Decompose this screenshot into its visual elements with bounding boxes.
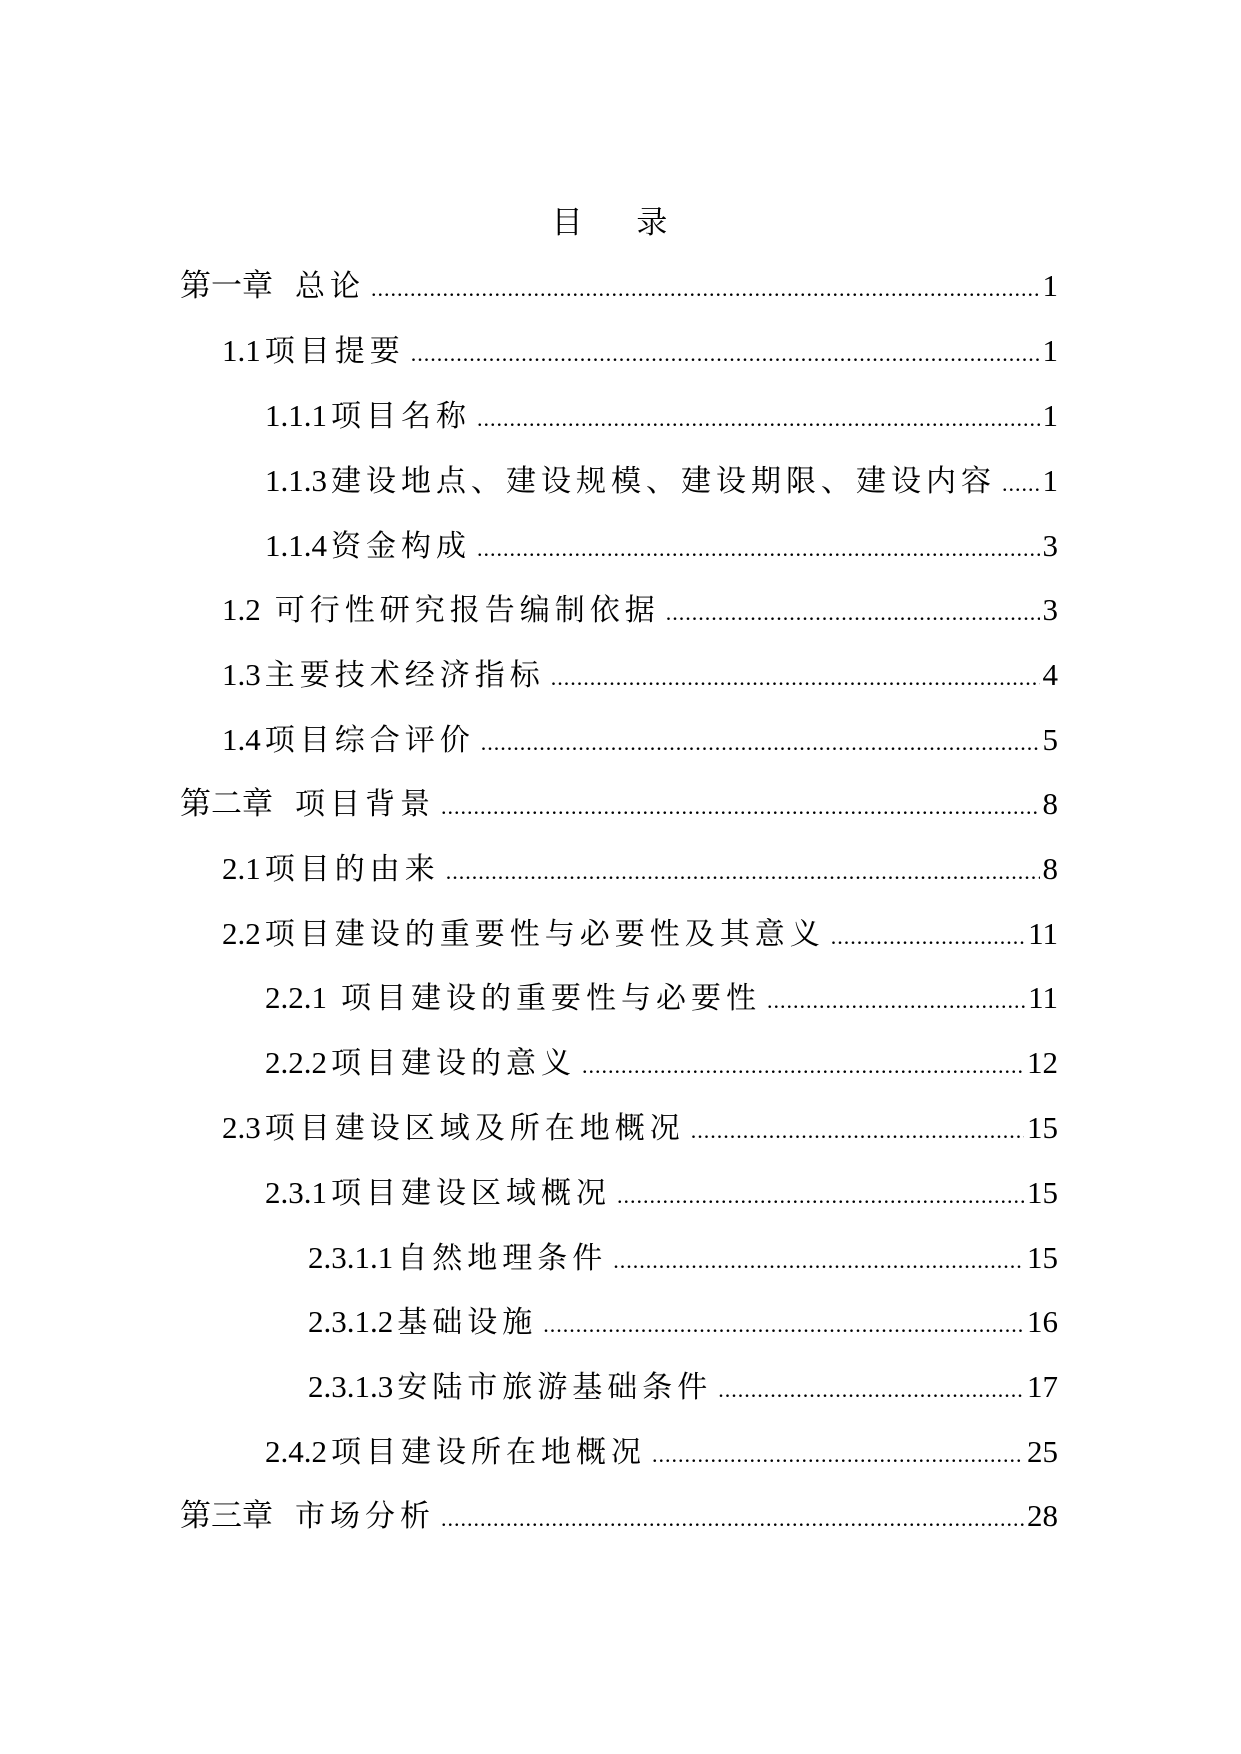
toc-title: 目 录	[551, 205, 690, 241]
toc-entry-number: 第三章	[180, 1498, 273, 1533]
toc-dot-leader	[477, 528, 1040, 570]
toc-entry-title: 市场分析	[295, 1499, 435, 1534]
toc-entry-number: 1.1.1	[265, 398, 327, 433]
toc-entry[interactable]	[265, 525, 1058, 567]
toc-entry-title: 项目提要	[264, 334, 405, 369]
toc-dot-leader	[446, 851, 1040, 893]
toc-entry-number: 1.1	[222, 333, 261, 368]
toc-entry-page: 15	[1027, 1175, 1058, 1210]
toc-dot-leader	[477, 398, 1040, 440]
toc-entry[interactable]	[222, 913, 1058, 955]
toc-entry-number: 1.4	[222, 722, 261, 757]
toc-entry-number: 2.3.1.2	[308, 1304, 394, 1339]
toc-entry-title: 主要技术经济指标	[264, 658, 545, 693]
toc-entry-title: 基础设施	[397, 1305, 538, 1340]
toc-entry[interactable]	[180, 1495, 1058, 1537]
toc-entry-title: 项目建设所在地概况	[331, 1435, 646, 1470]
toc-entry-page: 17	[1027, 1369, 1058, 1404]
toc-entry-page: 25	[1027, 1434, 1058, 1469]
toc-dot-leader	[831, 916, 1025, 958]
toc-entry-page: 8	[1042, 851, 1058, 886]
toc-entry-page: 1	[1042, 398, 1058, 433]
toc-dot-leader	[481, 722, 1040, 764]
toc-entry-number: 第一章	[180, 268, 273, 303]
toc-entry-page: 11	[1028, 980, 1058, 1015]
toc-entry-page: 3	[1042, 592, 1058, 627]
toc-dot-leader	[582, 1045, 1024, 1087]
toc-dot-leader	[652, 1434, 1024, 1476]
toc-dot-leader	[718, 1369, 1024, 1411]
toc-entry-number: 2.3	[222, 1110, 261, 1145]
toc-entry-title: 安陆市旅游基础条件	[397, 1370, 713, 1405]
toc-entry-title: 总论	[295, 269, 365, 304]
toc-entry-number: 2.1	[222, 851, 261, 886]
toc-entry-page: 12	[1027, 1045, 1058, 1080]
toc-entry-page: 15	[1027, 1240, 1058, 1275]
toc-dot-leader	[441, 1498, 1024, 1540]
toc-dot-leader	[1002, 463, 1040, 505]
toc-entry[interactable]	[180, 783, 1058, 825]
toc-entry-title: 项目建设的重要性与必要性及其意义	[264, 917, 825, 952]
toc-dot-leader	[617, 1175, 1024, 1217]
toc-entry-page: 16	[1027, 1304, 1058, 1339]
toc-entry-number: 2.4.2	[265, 1434, 327, 1469]
toc-entry[interactable]	[180, 265, 1058, 307]
toc-entry-title: 自然地理条件	[397, 1241, 608, 1276]
toc-entry[interactable]	[308, 1301, 1058, 1343]
toc-entry-title: 资金构成	[331, 529, 471, 564]
toc-dot-leader	[543, 1304, 1024, 1346]
toc-entry-page: 1	[1042, 268, 1058, 303]
toc-entry[interactable]	[265, 460, 1058, 502]
toc-entry-number: 第二章	[180, 786, 273, 821]
toc-entry[interactable]	[222, 654, 1058, 696]
toc-entry[interactable]	[222, 848, 1058, 890]
toc-entry-title: 项目建设区域概况	[331, 1176, 611, 1211]
toc-entry[interactable]	[265, 1172, 1058, 1214]
toc-entry-number: 1.1.4	[265, 528, 327, 563]
toc-entry[interactable]	[265, 395, 1058, 437]
toc-entry[interactable]	[222, 1107, 1058, 1149]
toc-entry-number: 2.2.1	[265, 980, 327, 1015]
toc-entry-number: 2.3.1.3	[308, 1369, 394, 1404]
toc-entry-page: 1	[1042, 463, 1058, 498]
toc-entry-page: 8	[1042, 786, 1058, 821]
toc-dot-leader	[767, 980, 1025, 1022]
toc-entry[interactable]	[308, 1237, 1058, 1279]
toc-entry-title: 项目综合评价	[264, 723, 475, 758]
toc-entry-number: 1.2	[222, 592, 261, 627]
toc-entry-title: 项目建设的重要性与必要性	[341, 981, 761, 1016]
toc-entry-number: 2.2	[222, 916, 261, 951]
toc-entry-page: 1	[1042, 333, 1058, 368]
toc-entry[interactable]	[222, 719, 1058, 761]
toc-entry[interactable]	[308, 1366, 1058, 1408]
toc-entry-number: 1.1.3	[265, 463, 327, 498]
toc-entry-title: 项目背景	[295, 787, 435, 822]
toc-entry-number: 2.2.2	[265, 1045, 327, 1080]
toc-dot-leader	[613, 1240, 1024, 1282]
toc-entry-title: 建设地点、建设规模、建设期限、建设内容	[331, 464, 996, 499]
toc-entry[interactable]	[222, 330, 1058, 372]
toc-entry-page: 5	[1042, 722, 1058, 757]
toc-entry-title: 项目建设的意义	[331, 1046, 576, 1081]
toc-entry-page: 3	[1042, 528, 1058, 563]
toc-dot-leader	[371, 268, 1040, 310]
toc-entry-title: 项目名称	[331, 399, 471, 434]
toc-entry[interactable]	[265, 1431, 1058, 1473]
toc-dot-leader	[441, 786, 1040, 828]
toc-entry-number: 1.3	[222, 657, 261, 692]
toc-entry-title: 可行性研究报告编制依据	[274, 593, 660, 628]
toc-entry[interactable]	[222, 589, 1058, 631]
toc-entry-page: 4	[1042, 657, 1058, 692]
toc-dot-leader	[666, 592, 1040, 634]
toc-entry[interactable]	[265, 1042, 1058, 1084]
toc-entry-page: 15	[1027, 1110, 1058, 1145]
toc-dot-leader	[551, 657, 1040, 699]
toc-entry-number: 2.3.1.1	[308, 1240, 394, 1275]
toc-dot-leader	[691, 1110, 1024, 1152]
toc-dot-leader	[411, 333, 1040, 375]
toc-entry-number: 2.3.1	[265, 1175, 327, 1210]
toc-entry[interactable]	[265, 977, 1058, 1019]
toc-entry-title: 项目的由来	[264, 852, 440, 887]
toc-entry-page: 28	[1027, 1498, 1058, 1533]
toc-entry-title: 项目建设区域及所在地概况	[264, 1111, 685, 1146]
toc-entry-page: 11	[1028, 916, 1058, 951]
